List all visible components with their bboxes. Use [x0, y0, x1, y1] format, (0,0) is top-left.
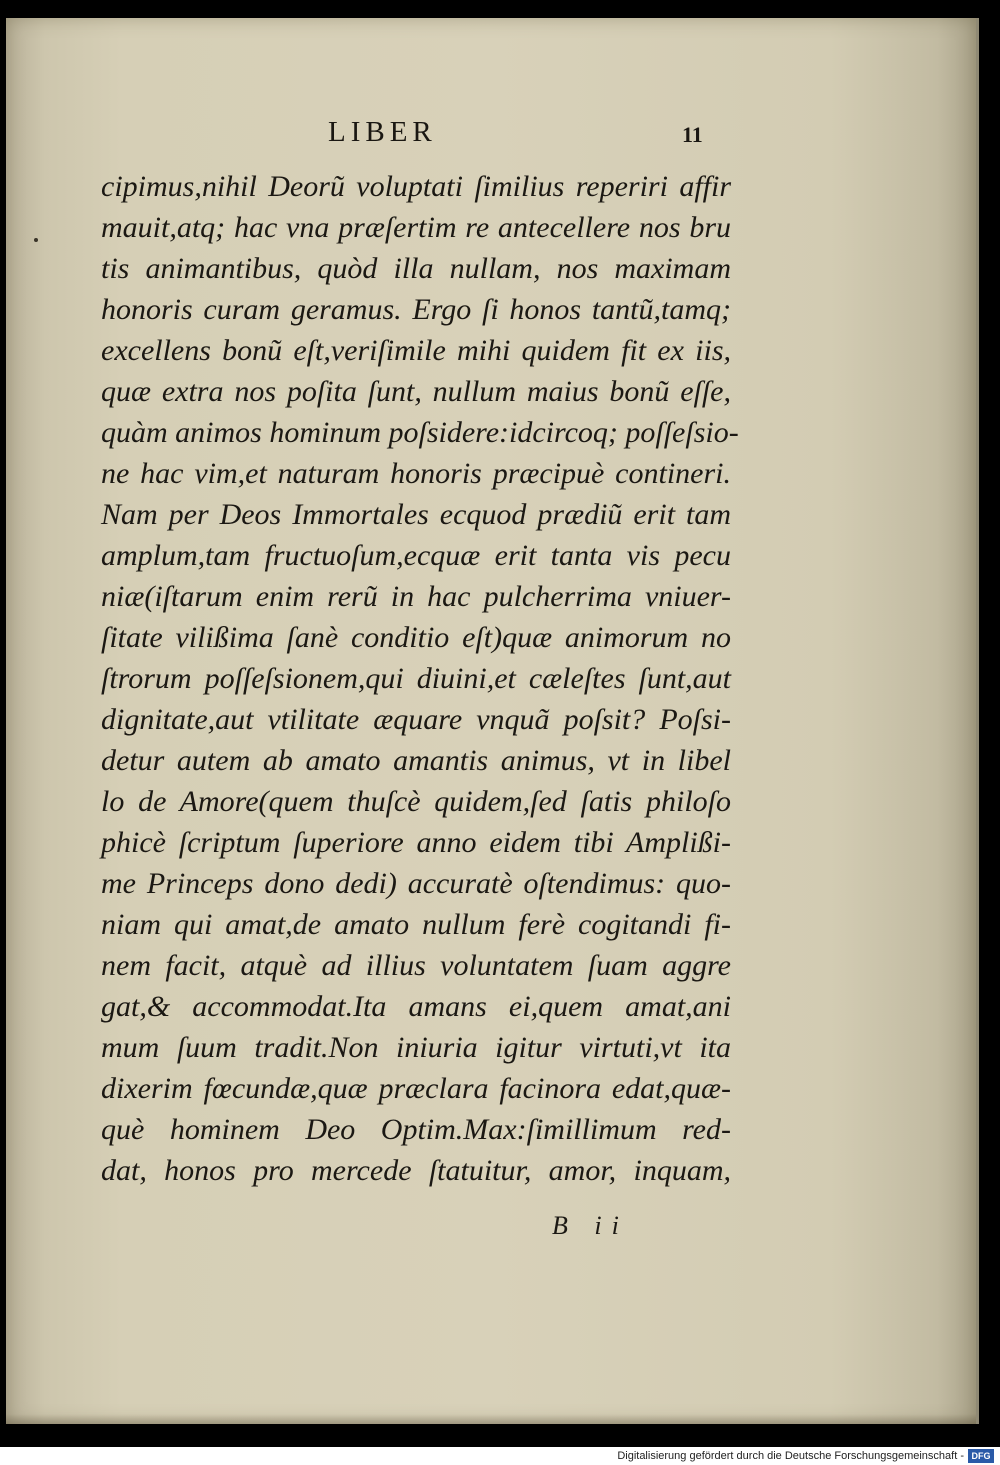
text-line: detur autem ab amato amantis animus, vt in libel — [101, 744, 731, 777]
signature-mark: B ii — [552, 1211, 629, 1240]
paper-speck — [34, 238, 38, 242]
text-line: lo de Amore(quem thuſcè quidem,ſed ſatis philoſo — [101, 785, 731, 818]
text-line: phicè ſcriptum ſuperiore anno eidem tibi Amplißi- — [101, 826, 731, 859]
text-line: què hominem Deo Optim.Max:ſimillimum red- — [101, 1113, 731, 1146]
text-line: cipimus,nihil Deorũ voluptati ſimilius reperiri affir — [101, 170, 731, 203]
running-title: LIBER — [328, 116, 437, 148]
text-line: quæ extra nos poſita ſunt, nullum maius bonũ eſſe, — [101, 375, 731, 408]
text-line: dat, honos pro mercede ſtatuitur, amor, inquam, — [101, 1154, 731, 1187]
text-line: mauit,atq; hac vna præſertim re antecellere nos bru — [101, 211, 731, 244]
dfg-logo-icon: DFG — [968, 1449, 994, 1463]
footer-bar — [0, 1447, 1000, 1465]
text-line: niam qui amat,de amato nullum ferè cogitandi fi- — [101, 908, 731, 941]
page-bottom-shadow — [6, 1414, 976, 1424]
text-line: honoris curam geramus. Ergo ſi honos tantũ,tamq; — [101, 293, 731, 326]
text-line: ſtrorum poſſeſsionem,qui diuini,et cæleſtes ſunt,aut — [101, 662, 731, 695]
text-line: dixerim fœcundæ,quæ præclara facinora edat,quæ- — [101, 1072, 731, 1105]
text-line: Nam per Deos Immortales ecquod prædiũ erit tam — [101, 498, 731, 531]
text-line: ſitate vilißima ſanè conditio eſt)quæ animorum no — [101, 621, 731, 654]
text-line: nem facit, atquè ad illius voluntatem ſuam aggre — [101, 949, 731, 982]
text-line: ne hac vim,et naturam honoris præcipuè contineri. — [101, 457, 731, 490]
text-line: me Princeps dono dedi) accuratè oſtendimus: quo- — [101, 867, 731, 900]
text-line: dignitate,aut vtilitate æquare vnquã poſsit? Poſsi- — [101, 703, 731, 736]
book-page — [6, 18, 979, 1424]
folio-number: 11 — [682, 122, 703, 147]
body-text — [101, 166, 739, 1191]
text-line: mum ſuum tradit.Non iniuria igitur virtuti,vt ita — [101, 1031, 731, 1064]
text-line: amplum,tam fructuoſum,ecquæ erit tanta vis pecu — [101, 539, 731, 572]
text-line: gat,& accommodat.Ita amans ei,quem amat,ani — [101, 990, 731, 1023]
text-line: niæ(iſtarum enim rerũ in hac pulcherrima vniuer- — [101, 580, 731, 613]
text-line: tis animantibus, quòd illa nullam, nos maximam — [101, 252, 731, 285]
text-line: excellens bonũ eſt,veriſimile mihi quidem fit ex iis, — [101, 334, 731, 367]
text-line: quàm animos hominum poſsidere:idcircoq; poſſeſsio- — [101, 416, 739, 449]
funding-credit: Digitalisierung gefördert durch die Deutsche Forschungsgemeinschaft - — [617, 1450, 964, 1462]
